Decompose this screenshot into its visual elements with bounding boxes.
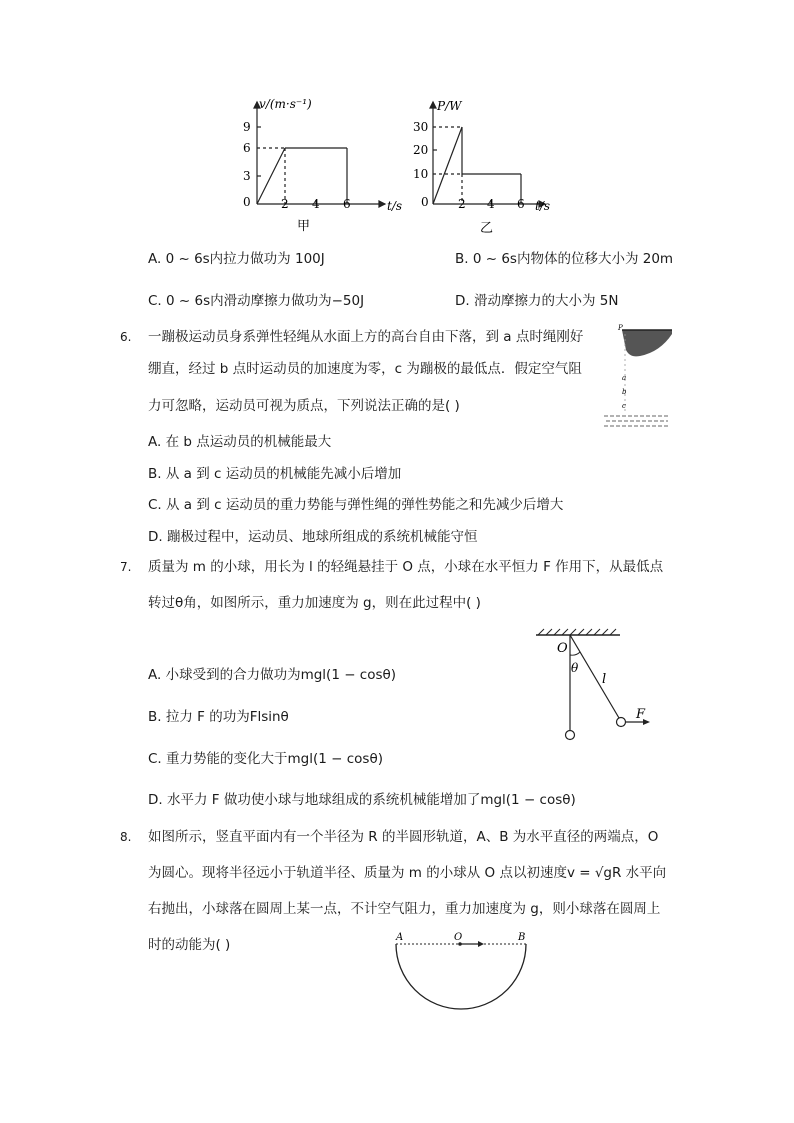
- p-graph-y-arrow: [430, 102, 436, 108]
- ball-lowest: [566, 731, 575, 740]
- p-graph-x-tick-label: 6: [517, 197, 525, 211]
- q6-option-a: A. 在 b 点运动员的机械能最大: [148, 434, 332, 450]
- q7-pendulum-figure: [530, 625, 660, 750]
- p-graph-y-tick-label: 10: [413, 167, 429, 181]
- point-p-label: P: [618, 324, 623, 332]
- theta-label: θ: [571, 661, 579, 675]
- ball-deflected: [617, 718, 626, 727]
- q6-option-c: C. 从 a 到 c 运动员的重力势能与弹性绳的弹性势能之和先减少后增大: [148, 497, 564, 513]
- p-graph-x-tick-label: 2: [458, 197, 466, 211]
- length-l-label: l: [602, 672, 607, 687]
- q7-stem-line: 质量为 m 的小球，用长为 l 的轻绳悬挂于 O 点，小球在水平恒力 F 作用下，从最低点: [148, 559, 664, 575]
- graphs-figure: [225, 92, 565, 242]
- p-graph-y-tick-label: 30: [413, 120, 429, 134]
- q8-number: 8.: [120, 830, 132, 844]
- v-graph-x-tick-label: 4: [312, 197, 320, 211]
- point-b-label: b: [622, 388, 627, 396]
- q7-option-c: C. 重力势能的变化大于mgl(1 − cosθ): [148, 751, 383, 767]
- v-graph-x-tick-label: 2: [281, 197, 289, 211]
- q7-option-d: D. 水平力 F 做功使小球与地球组成的系统机械能增加了mgl(1 − cosθ): [148, 792, 576, 808]
- q8-semicircle-figure: [388, 928, 538, 1018]
- point-a-label: a: [622, 374, 627, 382]
- q5-option-a: A. 0 ~ 6s内拉力做功为 100J: [148, 251, 325, 267]
- q7-option-a: A. 小球受到的合力做功为mgl(1 − cosθ): [148, 667, 397, 683]
- p-graph-y-tick-label: 20: [413, 143, 429, 157]
- point-o-label: O: [557, 641, 568, 656]
- q6-bungee-figure: [600, 322, 674, 432]
- p-graph-x-tick-label: 4: [487, 197, 495, 211]
- v-graph-y-tick-label: 3: [243, 169, 251, 183]
- ceiling-hatch: [538, 629, 616, 635]
- q8-stem-line: 右抛出，小球落在圆周上某一点，不计空气阻力，重力加速度为 g，则小球落在圆周上: [148, 901, 661, 917]
- v-graph-x-label: t/s: [387, 199, 403, 213]
- angle-arc: [570, 652, 580, 655]
- velocity-arrow-head: [478, 941, 484, 947]
- q6-stem-line: 一蹦极运动员身系弹性轻绳从水面上方的高台自由下落，到 a 点时绳刚好: [148, 329, 584, 345]
- v-graph-caption: 甲: [297, 219, 311, 234]
- point-c-label: c: [622, 402, 626, 410]
- p-graph-caption: 乙: [480, 221, 494, 236]
- q6-option-b: B. 从 a 到 c 运动员的机械能先减小后增加: [148, 466, 402, 482]
- v-graph-y-tick-label: 0: [243, 195, 251, 209]
- point-o-label: O: [454, 932, 463, 943]
- q8-stem-line: 时的动能为( ): [148, 937, 231, 953]
- v-graph-y-tick-label: 6: [243, 141, 251, 155]
- p-graph-ramp-line: [433, 127, 462, 204]
- q7-stem-line: 转过θ角，如图所示，重力加速度为 g，则在此过程中( ): [148, 595, 481, 611]
- q6-stem-line: 力可忽略，运动员可视为质点，下列说法正确的是( ): [148, 398, 460, 414]
- q6-stem-line: 绷直，经过 b 点时运动员的加速度为零，c 为蹦极的最低点．假定空气阻: [148, 361, 582, 377]
- q5-option-c: C. 0 ~ 6s内滑动摩擦力做功为−50J: [148, 293, 365, 309]
- v-t-graph: [254, 102, 385, 207]
- q6-option-d: D. 蹦极过程中，运动员、地球所组成的系统机械能守恒: [148, 529, 478, 545]
- v-graph-x-tick-label: 6: [343, 197, 351, 211]
- p-t-graph: [430, 102, 545, 207]
- point-b-label: B: [518, 932, 526, 943]
- q7-number: 7.: [120, 560, 132, 574]
- p-graph-y-label: P/W: [437, 99, 462, 113]
- q8-stem-line: 为圆心。现将半径远小于轨道半径、质量为 m 的小球从 O 点以初速度v = √gR 水平向: [148, 865, 667, 881]
- p-graph-x-label: t/s: [535, 199, 551, 213]
- v-graph-ramp-line: [257, 148, 285, 204]
- platform-shape: [622, 330, 672, 356]
- q6-number: 6.: [120, 330, 132, 344]
- semicircle-track: [396, 944, 526, 1009]
- force-f-label: F: [636, 707, 646, 722]
- q8-stem-line: 如图所示，竖直平面内有一个半径为 R 的半圆形轨道，A、B 为水平直径的两端点，O: [148, 829, 659, 845]
- p-graph-y-tick-label: 0: [421, 195, 429, 209]
- tilted-string: [570, 635, 619, 718]
- q7-option-b: B. 拉力 F 的功为Flsinθ: [148, 709, 289, 725]
- v-graph-x-arrow: [379, 201, 385, 207]
- v-graph-y-tick-label: 9: [243, 120, 251, 134]
- v-graph-y-label: v/(m·s⁻¹): [259, 97, 312, 111]
- point-a-label: A: [396, 932, 404, 943]
- q5-option-b: B. 0 ~ 6s内物体的位移大小为 20m: [455, 251, 674, 267]
- water-surface: [604, 416, 670, 426]
- q5-option-d: D. 滑动摩擦力的大小为 5N: [455, 293, 619, 309]
